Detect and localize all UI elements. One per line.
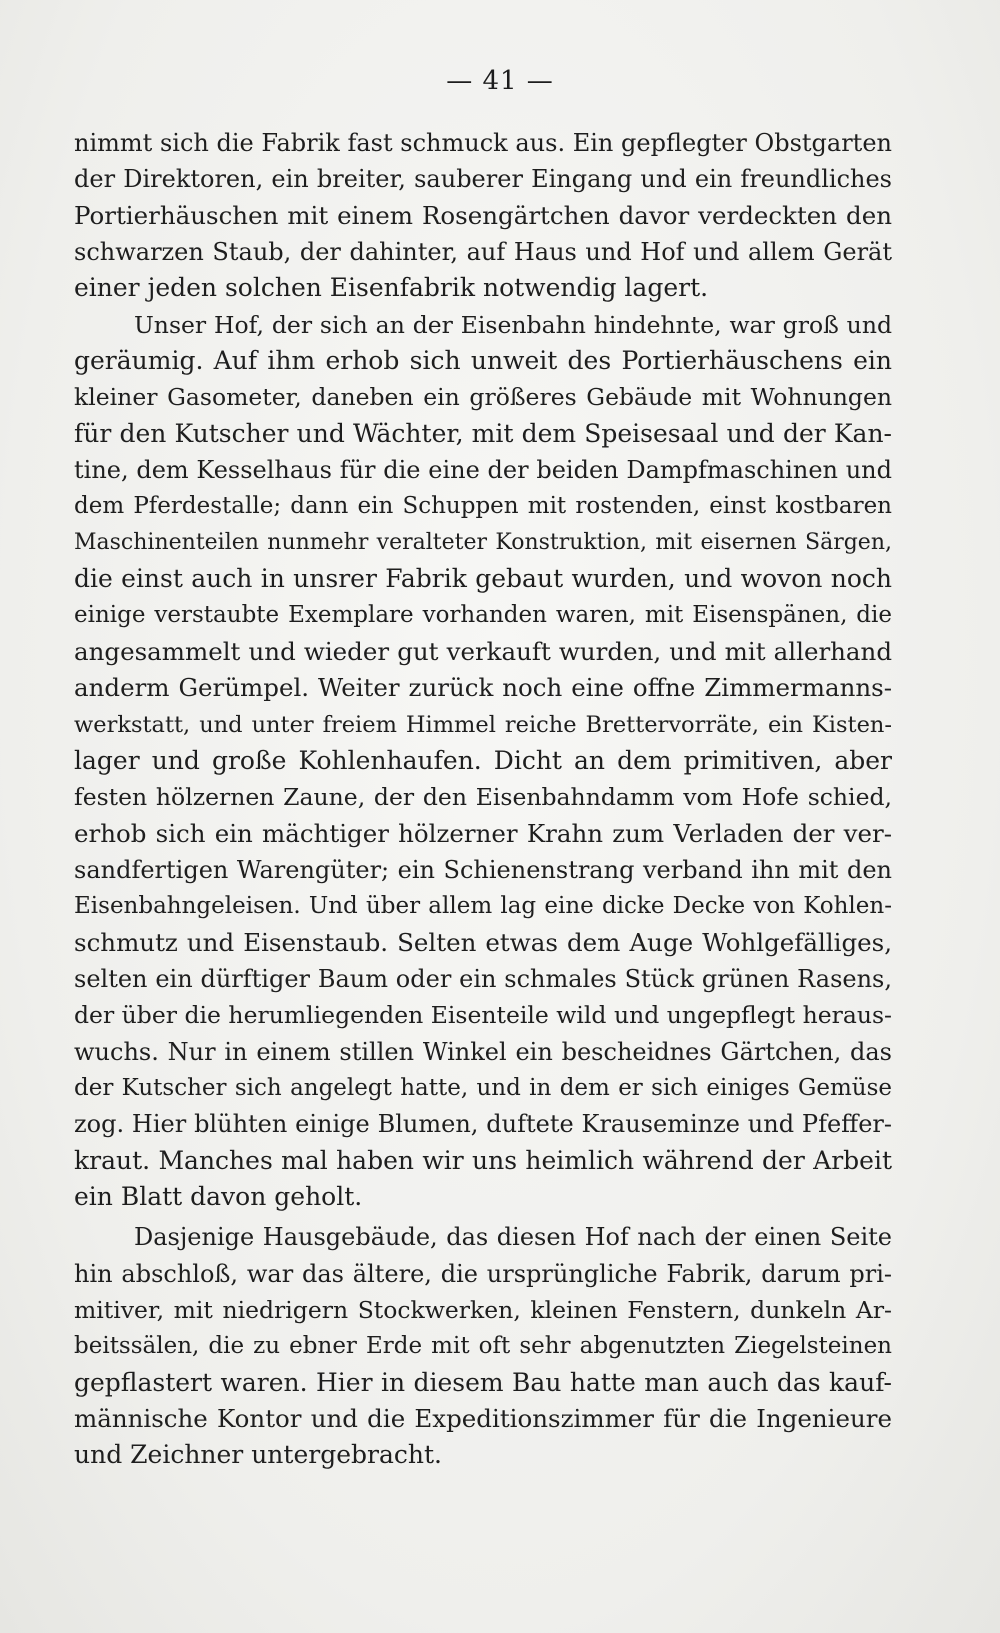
paragraph-3 <box>74 1219 892 1473</box>
body-text <box>74 125 892 1474</box>
text-line: Maschinenteilen nunmehr veralteter Konstruktion, mit eisernen Särgen, <box>74 529 892 555</box>
text-line: Portierhäuschen mit einem Rosengärtchen davor verdeckten den <box>74 200 892 230</box>
text-line: gepflastert waren. Hier in diesem Bau hatte man auch das kauf- <box>74 1367 892 1397</box>
text-line: für den Kutscher und Wächter, mit dem Speisesaal und der Kan- <box>74 418 892 448</box>
text-line: nimmt sich die Fabrik fast schmuck aus. Ein gepflegter Obstgarten <box>74 129 892 157</box>
text-line: kleiner Gasometer, daneben ein größeres Gebäude mit Wohnungen <box>74 383 892 412</box>
text-line: zog. Hier blühten einige Blumen, duftete Krauseminze und Pfeffer- <box>74 1110 892 1139</box>
text-line: hin abschloß, war das ältere, die ursprüngliche Fabrik, darum pri- <box>74 1259 892 1288</box>
text-line: werkstatt, und unter freiem Himmel reiche Brettervorräte, ein Kisten- <box>74 711 892 738</box>
text-line: der Kutscher sich angelegt hatte, und in dem er sich einiges Gemüse <box>74 1074 892 1101</box>
text-line: erhob sich ein mächtiger hölzerner Krahn zum Verladen der ver- <box>74 818 892 848</box>
text-line: einer jeden solchen Eisenfabrik notwendig lagert. <box>74 273 709 303</box>
text-line: und Zeichner untergebracht. <box>74 1440 442 1470</box>
text-line: Unser Hof, der sich an der Eisenbahn hindehnte, war groß und <box>134 310 892 339</box>
text-line: anderm Gerümpel. Weiter zurück noch eine offne Zimmermanns- <box>74 673 892 703</box>
text-line: einige verstaubte Exemplare vorhanden waren, mit Eisenspänen, die <box>74 602 892 629</box>
text-line: wuchs. Nur in einem stillen Winkel ein bescheidnes Gärtchen, das <box>74 1037 892 1066</box>
text-line: tine, dem Kesselhaus für die eine der beiden Dampfmaschinen und <box>74 456 892 485</box>
text-line: lager und große Kohlenhaufen. Dicht an dem primitiven, aber <box>74 745 892 775</box>
text-line: Eisenbahngeleisen. Und über allem lag eine dicke Decke von Kohlen- <box>74 893 892 920</box>
text-line: selten ein dürftiger Baum oder ein schmales Stück grünen Rasens, <box>74 964 892 993</box>
text-line: kraut. Manches mal haben wir uns heimlich während der Arbeit <box>74 1145 892 1175</box>
text-line: männische Kontor und die Expeditionszimmer für die Ingenieure <box>74 1404 892 1434</box>
text-line: geräumig. Auf ihm erhob sich unweit des Portierhäuschens ein <box>74 346 892 376</box>
text-line: der Direktoren, ein breiter, sauberer Eingang und ein freundliches <box>74 165 892 194</box>
text-line: Dasjenige Hausgebäude, das diesen Hof nach der einen Seite <box>134 1223 892 1252</box>
text-line: beitssälen, die zu ebner Erde mit oft sehr abgenutzten Ziegelsteinen <box>74 1333 892 1360</box>
text-line: angesammelt und wieder gut verkauft wurden, und mit allerhand <box>74 636 892 666</box>
text-line: sandfertigen Warengüter; ein Schienenstrang verband ihn mit den <box>74 855 892 884</box>
text-line: festen hölzernen Zaune, der den Eisenbahndamm vom Hofe schied, <box>74 783 892 812</box>
text-line: schwarzen Staub, der dahinter, auf Haus und Hof und allem Gerät <box>74 238 892 267</box>
page-number: — 41 — <box>446 66 554 96</box>
text-line: der über die herumliegenden Eisenteile wild und ungepflegt heraus- <box>74 1001 892 1030</box>
text-line: ein Blatt davon geholt. <box>74 1181 363 1211</box>
paragraph-1 <box>74 125 892 307</box>
text-line: die einst auch in unsrer Fabrik gebaut wurden, und wovon noch <box>74 564 892 594</box>
paragraph-2 <box>74 307 892 1216</box>
text-line: dem Pferdestalle; dann ein Schuppen mit rostenden, einst kostbaren <box>74 493 892 520</box>
text-line: mitiver, mit niedrigern Stockwerken, kleinen Fenstern, dunkeln Ar- <box>74 1296 892 1324</box>
text-line: schmutz und Eisenstaub. Selten etwas dem Auge Wohlgefälliges, <box>74 927 892 957</box>
